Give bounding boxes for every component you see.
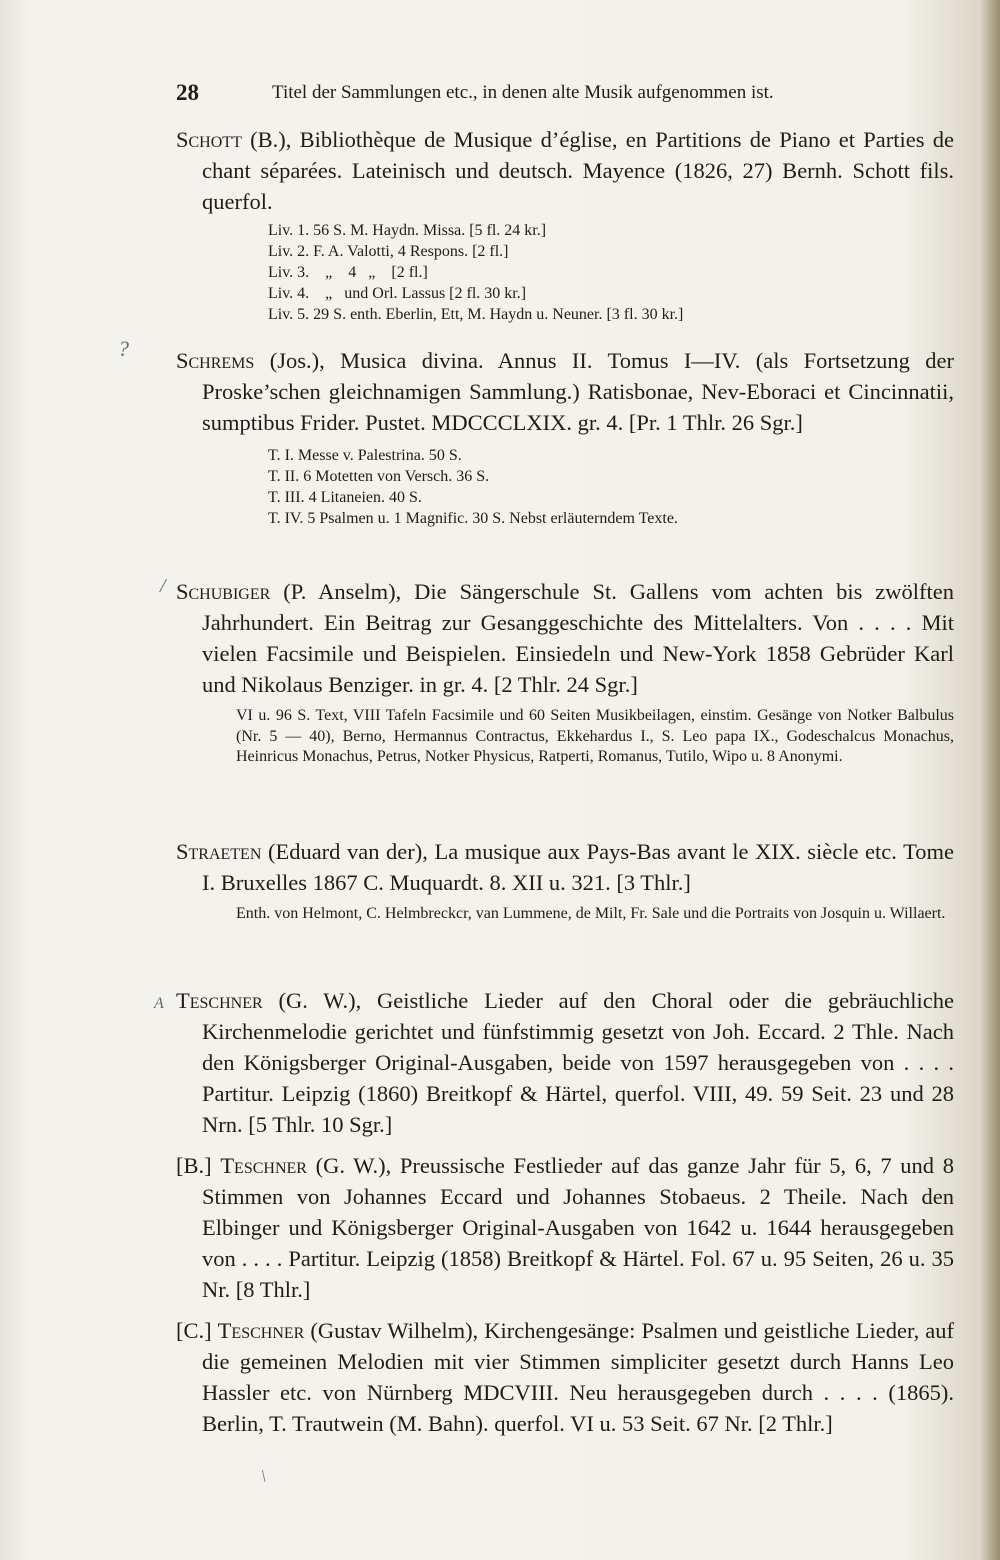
entry-text: Schrems (Jos.), Musica divina. Annus II. Tomus I—IV. (als Fortsetzung der Proske’schen gleichnamigen Sammlung.) Ratisbonae, Nev-Eboraci et Cincinnatii, sumptibus Frider. Pustet. MDCCCLXIX. gr. 4. [Pr. 1 Thlr. 26 Sgr.] <box>176 348 954 435</box>
entry-author: Teschner <box>176 988 263 1013</box>
volume-item: Liv. 4. „ und Orl. Lassus [2 fl. 30 kr.] <box>268 285 527 302</box>
entry-text: Schubiger (P. Anselm), Die Sängerschule St. Gallens vom achten bis zwölften Jahrhundert. Ein Beitrag zur Gesanggeschichte des Mittelalters. Von . . . . Mit vielen Facsimile und Beispielen. Einsiedeln und New-York 1858 Gebrüder Karl und Nikolaus Benziger. in gr. 4. [2 Thlr. 24 Sgr.] <box>176 579 954 697</box>
entry-author: Schubiger <box>176 579 271 604</box>
volume-item: T. I. Messe v. Palestrina. 50 S. <box>268 447 462 464</box>
volume-item: Liv. 5. 29 S. enth. Eberlin, Ett, M. Haydn u. Neuner. [3 fl. 30 kr.] <box>268 306 684 323</box>
entry-text: Teschner (G. W.), Geistliche Lieder auf den Choral oder die gebräuchliche Kirchenmelodie gerichtet und fünfstimmig gesetzt von Joh. Eccard. 2 Thle. Nach den Königsberger Original-Ausgaben, beide von 1597 herausgegeben von . . . . Partitur. Leipzig (1860) Breitkopf & Härtel, querfol. VIII, 49. 59 Seit. 23 und 28 Nrn. [5 Thlr. 10 Sgr.] <box>176 988 954 1137</box>
entry-schubiger <box>176 576 954 768</box>
entry-author: Schott <box>176 127 242 152</box>
entry-text: Schott (B.), Bibliothèque de Musique d’église, en Partitions de Piano et Parties de chant séparées. Lateinisch und deutsch. Mayence (1826, 27) Bernh. Schott fils. querfol. <box>176 127 954 214</box>
margin-tick-mark: / <box>160 575 166 597</box>
entry-author: Schrems <box>176 348 255 373</box>
volume-item: T. III. 4 Litaneien. 40 S. <box>268 489 422 506</box>
entry-schrems <box>176 345 954 529</box>
volume-item: T. II. 6 Motetten von Versch. 36 S. <box>268 468 490 485</box>
running-title: Titel der Sammlungen etc., in denen alte Musik aufgenommen ist. <box>272 82 774 103</box>
volume-item: Liv. 2. F. A. Valotti, 4 Respons. [2 fl.] <box>268 243 509 260</box>
entry-teschner-c <box>176 1315 954 1439</box>
entry-note: Enth. von Helmont, C. Helmbreckcr, van Lummene, de Milt, Fr. Sale und die Portraits von Josquin u. Willaert. <box>236 905 946 922</box>
entry-schott <box>176 124 954 325</box>
margin-tick-mark: / <box>256 1468 272 1485</box>
margin-question-mark: ? <box>118 336 129 361</box>
running-header <box>176 80 956 110</box>
volume-item: Liv. 3. „ 4 „ [2 fl.] <box>268 264 428 281</box>
entry-text: [B.] Teschner (G. W.), Preussische Festlieder auf das ganze Jahr für 5, 6, 7 und 8 Stimmen von Johannes Eccard und Johannes Stobaeus. 2 Theile. Nach den Elbinger und Königsberger Original-Ausgaben von 1642 u. 1644 herausgegeben von . . . . Partitur. Leipzig (1858) Breitkopf & Härtel. Fol. 67 u. 95 Seiten, 26 u. 35 Nr. [8 Thlr.] <box>176 1153 954 1302</box>
entry-prefix: [C.] <box>176 1318 218 1343</box>
page-edge-shadow <box>980 0 1000 1560</box>
entry-teschner-b <box>176 1150 954 1305</box>
volume-item: Liv. 1. 56 S. M. Haydn. Missa. [5 fl. 24 kr.] <box>268 222 547 239</box>
page-number: 28 <box>176 80 199 105</box>
entry-author: Teschner <box>217 1318 305 1343</box>
entry-author: Teschner <box>220 1153 307 1178</box>
volume-item: T. IV. 5 Psalmen u. 1 Magnific. 30 S. Nebst erläuterndem Texte. <box>268 510 678 527</box>
margin-letter-mark: A <box>154 995 164 1012</box>
entry-note: VI u. 96 S. Text, VIII Tafeln Facsimile und 60 Seiten Musikbeilagen, einstim. Gesänge von Notker Balbulus (Nr. 5 — 40), Berno, Hermannus Contractus, Ekkehardus I., S. Leo papa IX., Godeschalcus Monachus, Heinricus Monachus, Petrus, Notker Physicus, Ratperti, Romanus, Tutilo, Wipo u. 8 Anonymi. <box>236 707 954 765</box>
entry-straeten <box>176 836 954 925</box>
entry-text: Straeten (Eduard van der), La musique aux Pays-Bas avant le XIX. siècle etc. Tome I. Bruxelles 1867 C. Muquardt. 8. XII u. 321. [3 Thlr.] <box>176 839 954 895</box>
entry-text: [C.] Teschner (Gustav Wilhelm), Kirchengesänge: Psalmen und geistliche Lieder, auf die gemeinen Melodien mit vier Stimmen simpliciter gesetzt durch Hanns Leo Hassler etc. von Nürnberg MDCVIII. Neu herausgegeben durch . . . . (1865). Berlin, T. Trautwein (M. Bahn). querfol. VI u. 53 Seit. 67 Nr. [2 Thlr.] <box>176 1318 954 1436</box>
entry-prefix: [B.] <box>176 1153 221 1178</box>
entry-author: Straeten <box>176 839 262 864</box>
entry-teschner-a <box>176 985 954 1140</box>
